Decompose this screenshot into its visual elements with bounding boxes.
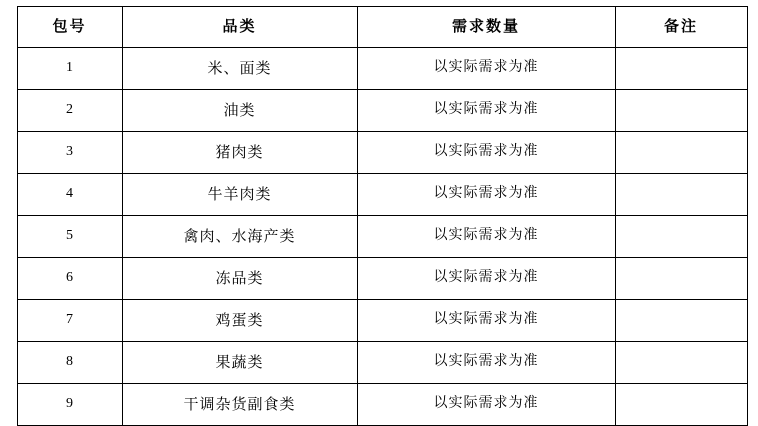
cell-package-no: 9 <box>17 384 122 426</box>
table-header <box>17 7 747 48</box>
table-row <box>17 258 747 300</box>
table-header-row <box>17 7 747 48</box>
table-row <box>17 174 747 216</box>
cell-package-no: 2 <box>17 90 122 132</box>
cell-remark <box>615 48 747 90</box>
cell-remark <box>615 384 747 426</box>
cell-category: 牛羊肉类 <box>122 174 357 216</box>
cell-package-no: 1 <box>17 48 122 90</box>
cell-quantity: 以实际需求为准 <box>357 216 615 258</box>
cell-remark <box>615 342 747 384</box>
cell-category: 鸡蛋类 <box>122 300 357 342</box>
cell-category: 冻品类 <box>122 258 357 300</box>
cell-category: 干调杂货副食类 <box>122 384 357 426</box>
cell-category: 油类 <box>122 90 357 132</box>
cell-package-no: 6 <box>17 258 122 300</box>
cell-category: 猪肉类 <box>122 132 357 174</box>
table-body <box>17 48 747 426</box>
table-row <box>17 90 747 132</box>
cell-remark <box>615 258 747 300</box>
column-header-remark: 备注 <box>615 7 747 48</box>
table-row <box>17 300 747 342</box>
column-header-quantity: 需求数量 <box>357 7 615 48</box>
cell-quantity: 以实际需求为准 <box>357 48 615 90</box>
cell-quantity: 以实际需求为准 <box>357 384 615 426</box>
cell-quantity: 以实际需求为准 <box>357 90 615 132</box>
cell-quantity: 以实际需求为准 <box>357 132 615 174</box>
cell-remark <box>615 132 747 174</box>
table-row <box>17 384 747 426</box>
cell-remark <box>615 90 747 132</box>
cell-quantity: 以实际需求为准 <box>357 258 615 300</box>
cell-quantity: 以实际需求为准 <box>357 342 615 384</box>
cell-quantity: 以实际需求为准 <box>357 300 615 342</box>
requirement-table <box>17 6 748 426</box>
cell-package-no: 5 <box>17 216 122 258</box>
cell-remark <box>615 174 747 216</box>
table-row <box>17 132 747 174</box>
cell-package-no: 7 <box>17 300 122 342</box>
cell-quantity: 以实际需求为准 <box>357 174 615 216</box>
cell-category: 果蔬类 <box>122 342 357 384</box>
cell-remark <box>615 300 747 342</box>
cell-category: 禽肉、水海产类 <box>122 216 357 258</box>
cell-package-no: 3 <box>17 132 122 174</box>
column-header-category: 品类 <box>122 7 357 48</box>
cell-package-no: 8 <box>17 342 122 384</box>
table-row <box>17 216 747 258</box>
cell-remark <box>615 216 747 258</box>
column-header-package-no: 包号 <box>17 7 122 48</box>
table-row <box>17 48 747 90</box>
table-row <box>17 342 747 384</box>
cell-category: 米、面类 <box>122 48 357 90</box>
cell-package-no: 4 <box>17 174 122 216</box>
